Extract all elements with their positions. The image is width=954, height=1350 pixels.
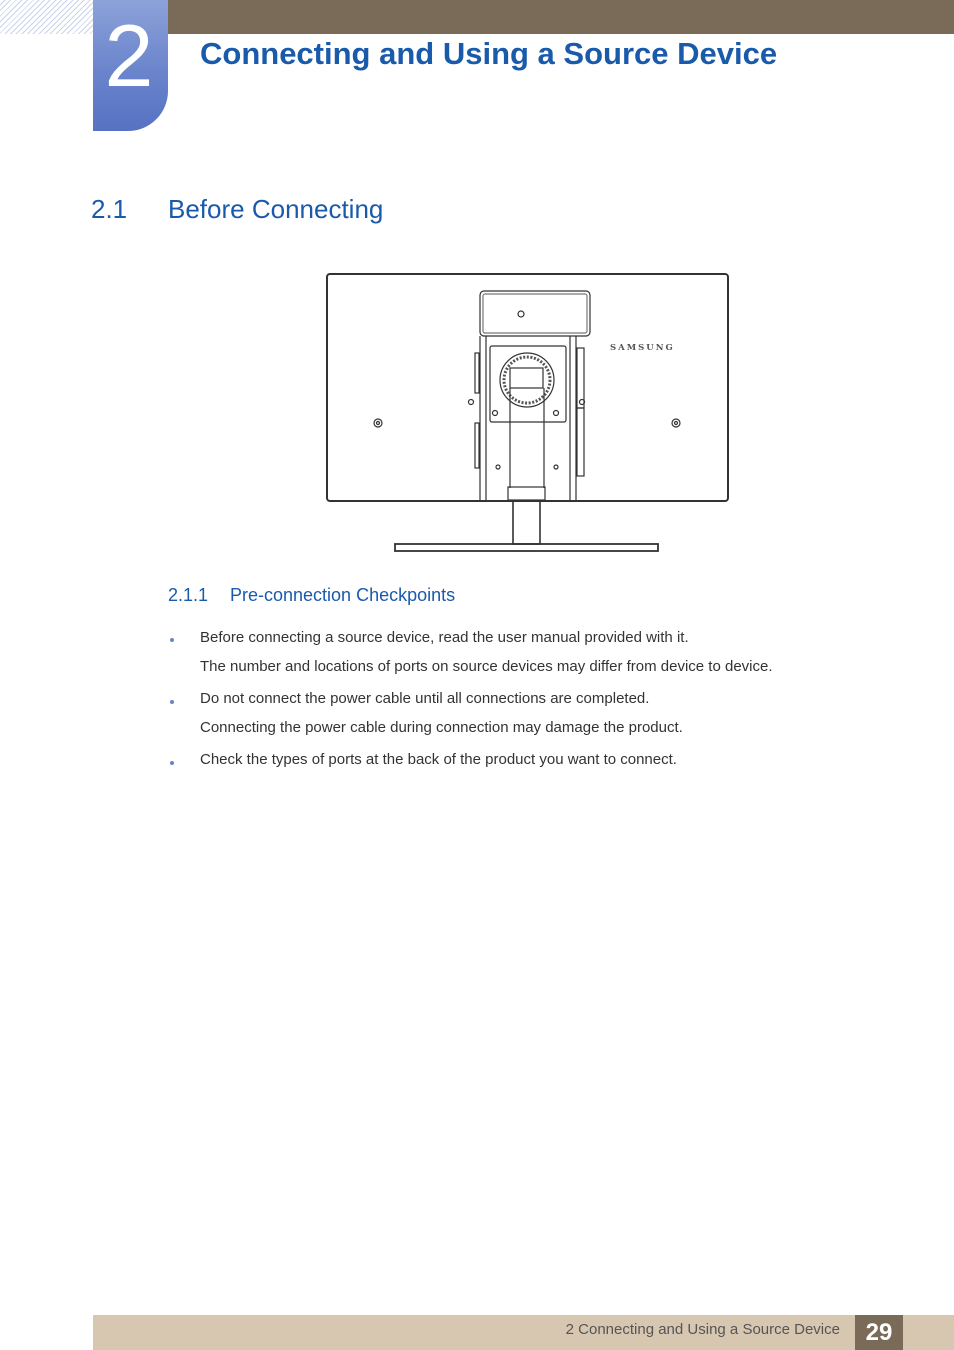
section-title: Before Connecting <box>168 194 384 224</box>
section-number: 2.1 <box>91 194 128 224</box>
checkpoint-text: Do not connect the power cable until all connections are completed. <box>200 690 650 707</box>
bullet-icon <box>170 700 174 704</box>
stand-base <box>395 544 658 551</box>
subsection-number: 2.1.1 <box>168 585 209 605</box>
checkpoint-note: Connecting the power cable during connection may damage the product. <box>200 719 683 736</box>
header-bar <box>168 0 954 34</box>
bullet-icon <box>170 761 174 765</box>
subsection-title: Pre-connection Checkpoints <box>230 585 456 605</box>
footer-chapter-label: 2 Connecting and Using a Source Device <box>565 1321 840 1338</box>
stand-head <box>480 291 590 336</box>
monitor-back-illustration <box>320 268 736 558</box>
corner-hatch-decoration <box>0 0 93 34</box>
chapter-title: Connecting and Using a Source Device <box>200 36 778 71</box>
screw-hole-left <box>374 419 382 427</box>
bullet-icon <box>170 638 174 642</box>
stand-neck <box>513 501 540 544</box>
checkpoint-note: The number and locations of ports on source devices may differ from device to device. <box>200 658 773 675</box>
checkpoint-text: Before connecting a source device, read the user manual provided with it. <box>200 629 689 646</box>
screw-hole-right <box>672 419 680 427</box>
page-number: 29 <box>855 1315 903 1350</box>
chapter-number: 2 <box>104 6 152 105</box>
brand-logo: SAMSUNG <box>610 343 675 353</box>
checkpoint-text: Check the types of ports at the back of the product you want to connect. <box>200 751 677 768</box>
